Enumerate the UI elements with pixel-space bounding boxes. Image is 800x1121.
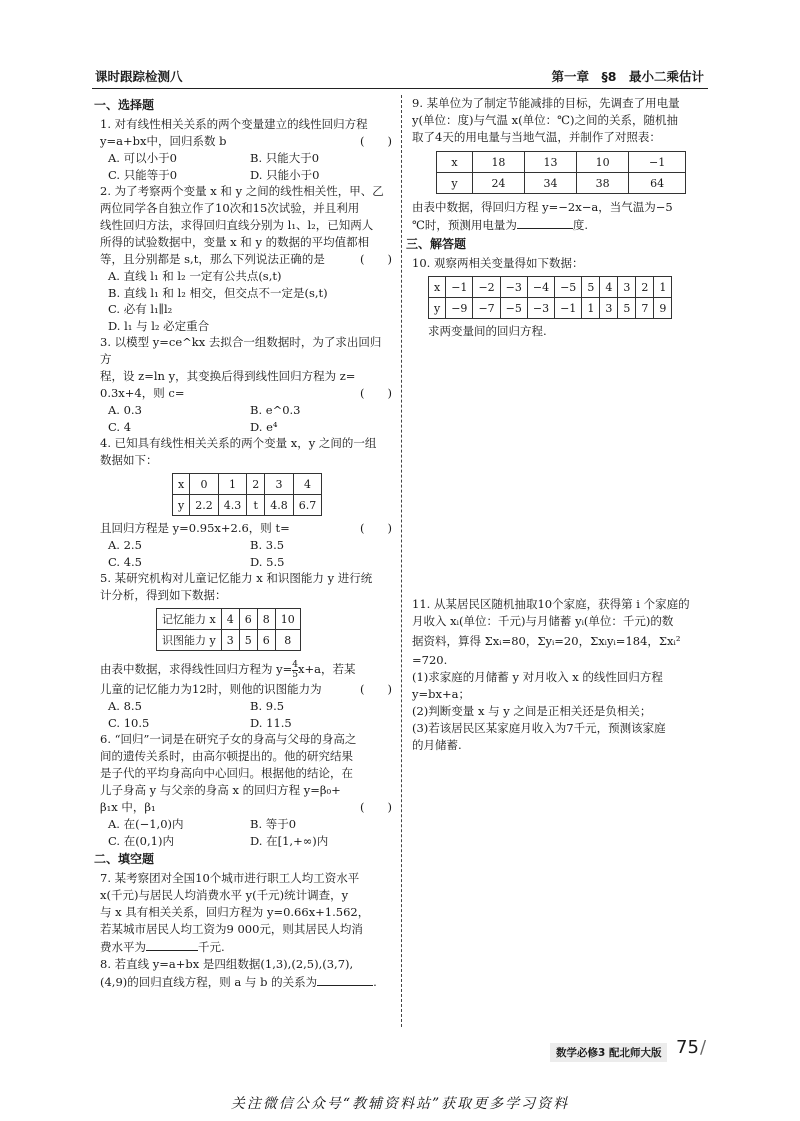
option-a: A. 0.3 — [108, 403, 142, 417]
question-text: 线性回归方法，求得回归直线分别为 l₁、l₂，已知两人 — [100, 218, 374, 232]
answer-blank[interactable] — [517, 216, 573, 229]
data-table-q4 — [172, 473, 322, 516]
table-cell: 5 — [582, 277, 600, 298]
option-d: D. 只能小于0 — [250, 167, 320, 182]
question-text: 7. 某考察团对全国10个城市进行职工人均工资水平 — [100, 871, 360, 885]
question-text: 间的遗传关系时，由高尔顿提出的。他的研究结果 — [100, 749, 353, 763]
section-heading-solve: 三、解答题 — [406, 237, 467, 251]
header-rule — [92, 88, 708, 89]
option-c: C. 10.5 — [108, 715, 150, 730]
option-d: D. 在[1,+∞)内 — [250, 833, 329, 848]
option-a: A. 在(−1,0)内 — [108, 817, 184, 831]
table-cell: 18 — [472, 152, 524, 173]
answer-blank[interactable] — [146, 938, 198, 951]
table-cell: 64 — [629, 173, 686, 194]
question-text: 求两变量间的回归方程. — [428, 324, 547, 338]
table-cell: 3 — [221, 630, 239, 651]
question-text-part: . — [373, 975, 377, 989]
question-text-part: 儿童的记忆能力为12时，则他的识图能力为 — [100, 682, 322, 696]
table-cell: y — [429, 298, 446, 319]
options — [100, 402, 392, 435]
data-table-q9 — [436, 151, 686, 194]
page-slash: / — [700, 1037, 707, 1058]
question-text: (1)求家庭的月储蓄 y 对月收入 x 的线性回归方程 — [412, 670, 663, 684]
table-cell: 4.8 — [265, 495, 294, 516]
option-d: D. 5.5 — [250, 554, 285, 569]
option-c: C. 必有 l₁∥l₂ — [108, 302, 173, 316]
question-text: 10. 观察两相关变量得如下数据： — [412, 256, 584, 270]
question-text: (3)若该居民区某家庭月收入为7千元，预测该家庭 — [412, 721, 666, 735]
option-a: A. 可以小于0 — [108, 151, 177, 165]
answer-bracket: ( ) — [360, 682, 392, 696]
table-cell: −1 — [555, 298, 582, 319]
left-column — [94, 95, 392, 991]
question-text: 8. 若直线 y=a+bx 是四组数据(1,3),(2,5),(3,7), — [100, 957, 354, 971]
table-cell: 3 — [265, 474, 294, 495]
table-cell: 9 — [654, 298, 672, 319]
question-text: 6. “回归”一词是在研究子女的身高与父母的身高之 — [100, 732, 357, 746]
question-6 — [100, 731, 392, 849]
option-b: B. 9.5 — [250, 699, 285, 713]
question-10 — [412, 255, 708, 340]
option-a: A. 2.5 — [108, 538, 142, 552]
question-text: 是子代的平均身高向中心回归。根据他的结论，在 — [100, 766, 353, 780]
options — [100, 698, 392, 731]
table-cell: 1 — [654, 277, 672, 298]
option-b: B. 3.5 — [250, 538, 285, 552]
table-cell: −7 — [473, 298, 500, 319]
fraction-numerator: 4 — [292, 659, 299, 670]
table-cell: 34 — [525, 173, 577, 194]
question-text-part: x+a，若某 — [298, 662, 356, 676]
table-cell: 4 — [221, 609, 239, 630]
table-cell: 4 — [600, 277, 618, 298]
question-text: 4. 已知具有线性相关关系的两个变量 x，y 之间的一组 — [100, 436, 377, 450]
table-cell: 2.2 — [190, 495, 219, 516]
question-8 — [100, 956, 392, 991]
table-cell: 2 — [636, 277, 654, 298]
table-cell: 识图能力 y — [157, 630, 222, 651]
question-text: 与 x 具有相关关系，回归方程为 y=0.66x+1.562， — [100, 905, 370, 919]
section-heading-fill: 二、填空题 — [94, 852, 155, 866]
option-b: B. e^0.3 — [250, 403, 301, 417]
answer-bracket: ( ) — [360, 252, 392, 266]
question-text — [100, 251, 392, 268]
question-4 — [100, 435, 392, 570]
question-text — [412, 216, 708, 234]
question-text-part: ℃时，预测用电量为 — [412, 218, 517, 232]
option-c: C. 4 — [108, 419, 132, 434]
question-text — [100, 520, 392, 537]
promo-line: 关注微信公众号“教辅资料站”获取更多学习资料 — [230, 1096, 570, 1112]
table-cell: 5 — [618, 298, 636, 319]
table-cell: 0 — [190, 474, 219, 495]
table-cell: −1 — [629, 152, 686, 173]
question-5 — [100, 570, 392, 731]
data-table-q5 — [156, 608, 301, 651]
header-right-chapter: 第一章 §8 最小二乘估计 — [551, 69, 704, 84]
table-cell: −4 — [527, 277, 554, 298]
table-cell: −5 — [555, 277, 582, 298]
question-text: 11. 从某居民区随机抽取10个家庭，获得第 i 个家庭的 — [412, 597, 690, 611]
question-text: 5. 某研究机构对儿童记忆能力 x 和识图能力 y 进行统 — [100, 571, 373, 585]
question-text: 两位同学各自独立作了10次和15次试验，并且利用 — [100, 201, 360, 215]
options — [100, 816, 392, 849]
table-cell: 10 — [577, 152, 629, 173]
question-text-part: 0.3x+4，则 c= — [100, 386, 185, 400]
question-text — [100, 681, 392, 698]
table-cell: 38 — [577, 173, 629, 194]
option-c: C. 4.5 — [108, 554, 142, 569]
question-text: 月收入 xᵢ(单位：千元)与月储蓄 yᵢ(单位：千元)的数 — [412, 614, 674, 628]
option-a: A. 直线 l₁ 和 l₂ 一定有公共点(s,t) — [108, 269, 282, 283]
header-left-title: 课时跟踪检测八 — [95, 69, 183, 84]
question-text: 数据如下： — [100, 453, 158, 467]
table-cell: −1 — [446, 277, 473, 298]
question-text: y=bx+a； — [412, 687, 470, 701]
question-text — [100, 938, 392, 956]
table-cell: 6 — [257, 630, 275, 651]
table-cell: x — [429, 277, 446, 298]
answer-blank[interactable] — [317, 973, 373, 986]
question-text — [100, 385, 392, 402]
right-column — [406, 95, 708, 754]
question-text: 9. 某单位为了制定节能减排的目标，先调查了用电量 — [412, 96, 680, 110]
answer-bracket: ( ) — [360, 386, 392, 400]
option-b: B. 直线 l₁ 和 l₂ 相交，但交点不一定是(s,t) — [108, 285, 328, 300]
table-cell: 3 — [618, 277, 636, 298]
question-text: 由表中数据，得回归方程 y=−2x−a，当气温为−5 — [412, 200, 673, 214]
table-cell: 24 — [472, 173, 524, 194]
question-text: 若某城市居民人均工资为9 000元，则其居民人均消 — [100, 922, 363, 936]
table-cell: 6.7 — [293, 495, 322, 516]
question-text: (2)判断变量 x 与 y 之间是正相关还是负相关； — [412, 704, 652, 718]
question-text: 儿子身高 y 与父亲的身高 x 的回归方程 y=β₀+ — [100, 783, 341, 797]
table-cell: 4.3 — [218, 495, 247, 516]
table-cell: −2 — [473, 277, 500, 298]
question-text-part: β₁x 中，β₁ — [100, 800, 156, 814]
table-cell: 10 — [275, 609, 300, 630]
question-text-part: y=a+bx中，回归系数 b — [100, 134, 227, 148]
fraction-denominator: 5 — [292, 669, 299, 680]
section-heading-choice: 一、选择题 — [94, 98, 155, 112]
option-d: D. 11.5 — [250, 715, 292, 730]
table-cell: −3 — [500, 277, 527, 298]
question-11 — [412, 596, 708, 754]
table-cell: −3 — [527, 298, 554, 319]
table-cell: t — [247, 495, 265, 516]
table-cell: 5 — [239, 630, 257, 651]
question-text: 计分析，得到如下数据： — [100, 588, 227, 602]
question-text: 的月储蓄. — [412, 738, 462, 752]
question-text: y(单位：度)与气温 x(单位：℃)之间的关系，随机抽 — [412, 113, 678, 127]
option-b: B. 等于0 — [250, 817, 297, 831]
answer-bracket: ( ) — [360, 800, 392, 814]
table-cell: y — [437, 173, 473, 194]
table-cell: 8 — [275, 630, 300, 651]
question-text: x(千元)与居民人均消费水平 y(千元)统计调查，y — [100, 888, 349, 902]
answer-space[interactable] — [412, 340, 708, 596]
option-c: C. 只能等于0 — [108, 167, 178, 182]
question-7 — [100, 870, 392, 956]
option-a: A. 8.5 — [108, 699, 142, 713]
question-text: 1. 对有线性相关关系的两个变量建立的线性回归方程 — [100, 117, 368, 131]
question-text-part: 由表中数据，求得线性回归方程为 y= — [100, 662, 293, 676]
table-cell: x — [437, 152, 473, 173]
question-text — [100, 657, 392, 681]
question-9 — [412, 95, 708, 234]
data-table-q10 — [428, 276, 672, 319]
question-text-part: 千元. — [198, 940, 225, 954]
question-3 — [100, 334, 392, 435]
options — [100, 537, 392, 570]
option-d: D. l₁ 与 l₂ 必定重合 — [108, 318, 210, 333]
table-cell: 6 — [239, 609, 257, 630]
question-text-part: 且回归方程是 y=0.95x+2.6，则 t= — [100, 521, 290, 535]
table-cell: 4 — [293, 474, 322, 495]
question-1 — [100, 116, 392, 183]
book-label: 数学必修3 配北师大版 — [550, 1043, 667, 1062]
question-text-part: 费水平为 — [100, 940, 146, 954]
page-number: 75 — [676, 1037, 699, 1058]
question-text-part: 等，且分别都是 s,t，那么下列说法正确的是 — [100, 252, 325, 266]
table-cell: 7 — [636, 298, 654, 319]
table-cell: 记忆能力 x — [157, 609, 222, 630]
option-c: C. 在(0,1)内 — [108, 833, 174, 848]
question-text: 据资料，算得 Σxᵢ=80，Σyᵢ=20，Σxᵢyᵢ=184，Σxᵢ² — [412, 634, 681, 648]
question-text-part: 度. — [572, 218, 589, 232]
table-cell: 8 — [257, 609, 275, 630]
table-cell: 1 — [218, 474, 247, 495]
table-cell: 2 — [247, 474, 265, 495]
question-2 — [100, 183, 392, 334]
answer-bracket: ( ) — [360, 134, 392, 148]
answer-bracket: ( ) — [360, 521, 392, 535]
question-text-part: (4,9)的回归直线方程，则 a 与 b 的关系为 — [100, 975, 318, 989]
question-text — [100, 133, 392, 150]
option-b: B. 只能大于0 — [250, 151, 320, 165]
option-d: D. e⁴ — [250, 419, 278, 434]
question-text: 取了4天的用电量与当地气温，并制作了对照表： — [412, 130, 661, 144]
question-text: 2. 为了考察两个变量 x 和 y 之间的线性相关性，甲、乙 — [100, 184, 384, 198]
question-text: =720. — [412, 653, 448, 667]
question-text: 3. 以模型 y=ce^kx 去拟合一组数据时，为了求出回归方 — [100, 335, 382, 366]
question-text — [100, 973, 392, 991]
question-text — [100, 799, 392, 816]
question-text: 所得的试验数据中，变量 x 和 y 的数据的平均值都相 — [100, 235, 370, 249]
table-cell: y — [173, 495, 190, 516]
question-text: 程，设 z=ln y，其变换后得到线性回归方程为 z= — [100, 369, 356, 383]
table-cell: 3 — [600, 298, 618, 319]
table-cell: x — [173, 474, 190, 495]
table-cell: 1 — [582, 298, 600, 319]
options — [100, 150, 392, 183]
table-cell: 13 — [525, 152, 577, 173]
table-cell: −9 — [446, 298, 473, 319]
table-cell: −5 — [500, 298, 527, 319]
column-divider — [401, 95, 402, 1027]
